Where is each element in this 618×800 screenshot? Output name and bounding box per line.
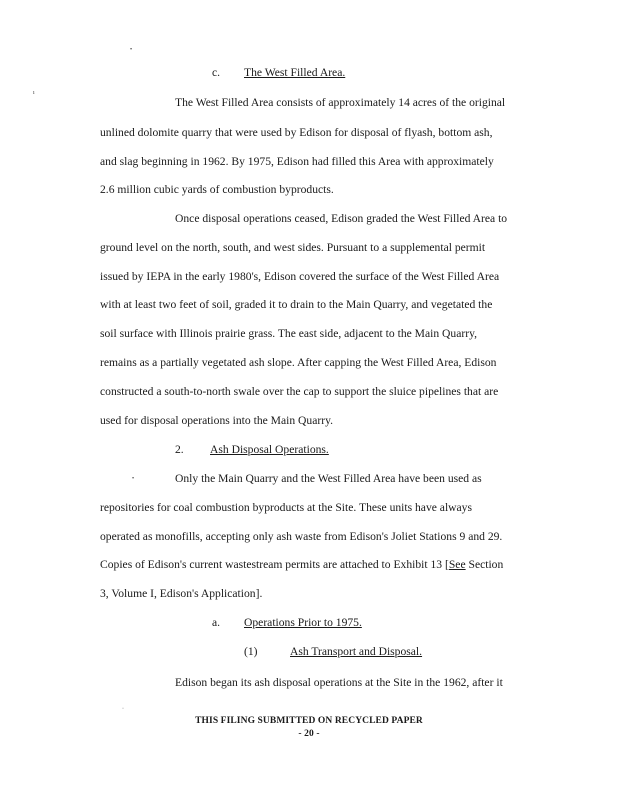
para3-line: operated as monofills, accepting only ash waste from Edison's Joliet Stations 9 and 29. — [100, 530, 503, 543]
para1-line: unlined dolomite quarry that were used by Edison for disposal of flyash, bottom ash, — [100, 126, 493, 139]
section-2-heading: Ash Disposal Operations. — [210, 443, 329, 456]
recycled-paper-notice: THIS FILING SUBMITTED ON RECYCLED PAPER — [195, 716, 423, 726]
para2-line: soil surface with Illinois prairie grass. The east side, adjacent to the Main Quarry, — [100, 327, 478, 340]
para2-line: with at least two feet of soil, graded it to drain to the Main Quarry, and vegetated the — [100, 298, 493, 311]
para3-line: 3, Volume I, Edison's Application]. — [100, 587, 263, 600]
para3-line-4-end: Section — [465, 558, 504, 571]
para2-line: used for disposal operations into the Main Quarry. — [100, 414, 334, 427]
para1-line: 2.6 million cubic yards of combustion byproducts. — [100, 183, 334, 196]
section-2-label: 2. — [175, 443, 184, 456]
para2-line: Once disposal operations ceased, Edison graded the West Filled Area to — [175, 212, 508, 225]
para3-line-4-start: Copies of Edison's current wastestream permits are attached to Exhibit 13 [ — [100, 558, 449, 571]
para2-line: remains as a partially vegetated ash slope. After capping the West Filled Area, Edison — [100, 356, 497, 369]
para2-line: ground level on the north, south, and west sides. Pursuant to a supplemental permit — [100, 241, 486, 254]
section-1-heading: Ash Transport and Disposal. — [290, 645, 423, 658]
scan-speck: • — [132, 476, 135, 482]
para3-line-4 — [100, 558, 503, 572]
scan-speck: ı — [33, 90, 35, 96]
section-1-label: (1) — [244, 645, 258, 658]
page-number: - 20 - — [298, 729, 320, 739]
scan-speck: • — [130, 47, 133, 53]
para1-line: The West Filled Area consists of approximately 14 acres of the original — [175, 96, 506, 109]
para3-line: Only the Main Quarry and the West Filled Area have been used as — [175, 472, 482, 485]
section-c-heading: The West Filled Area. — [244, 66, 346, 79]
section-a-heading: Operations Prior to 1975. — [244, 616, 362, 629]
para2-line: constructed a south-to-north swale over the cap to support the sluice pipelines that are — [100, 385, 499, 398]
para2-line: issued by IEPA in the early 1980's, Edison covered the surface of the West Filled Area — [100, 270, 500, 283]
section-a-label: a. — [212, 616, 221, 629]
see-reference: See — [448, 558, 466, 571]
scan-speck: · — [122, 706, 124, 712]
section-c-label: c. — [212, 66, 221, 79]
para4-line: Edison began its ash disposal operations at the Site in the 1962, after it — [175, 676, 503, 689]
para1-line: and slag beginning in 1962. By 1975, Edison had filled this Area with approximately — [100, 155, 494, 168]
para3-line: repositories for coal combustion byproducts at the Site. These units have always — [100, 501, 472, 514]
